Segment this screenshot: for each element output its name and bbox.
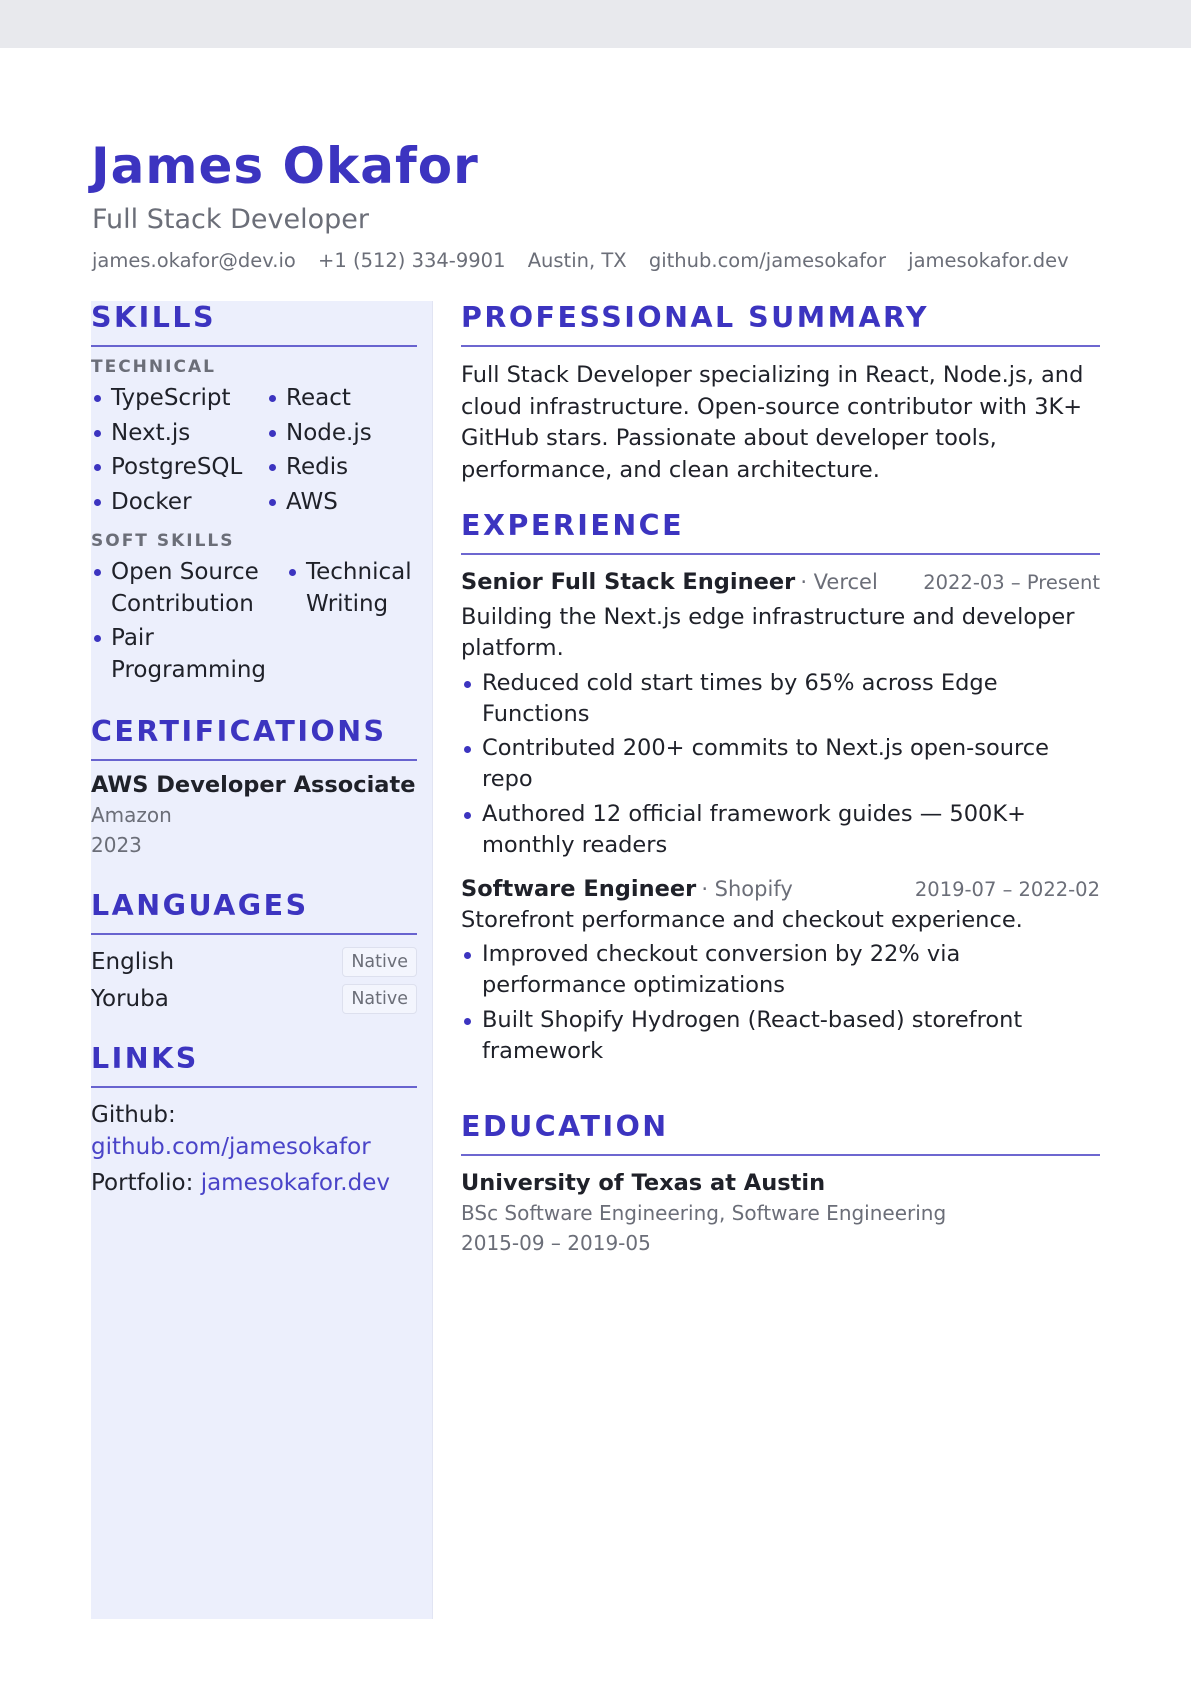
job-bullets	[461, 939, 1100, 1067]
link-item-github	[91, 1099, 417, 1163]
job-company: · Vercel	[800, 570, 878, 595]
education-section	[461, 1110, 1100, 1258]
technical-skills-list	[91, 382, 417, 520]
job-header	[461, 569, 1100, 595]
language-level-badge: Native	[342, 947, 417, 977]
certification-item	[91, 772, 417, 860]
skill-item: TypeScript	[91, 382, 266, 414]
language-name: English	[91, 948, 175, 975]
summary-text: Full Stack Developer specializing in React, Node.js, and cloud infrastructure. Open-source contributor with 3K+ GitHub stars. Passionate about developer tools, performance, and clean architecture.	[461, 362, 1084, 483]
job-title: Senior Full Stack Engineer	[461, 569, 796, 596]
job-dates: 2022-03 – Present	[923, 571, 1100, 595]
section-divider	[461, 553, 1100, 555]
certifications-section	[91, 715, 417, 860]
job-bullets	[461, 668, 1100, 861]
skill-item: React	[266, 382, 416, 414]
soft-skill-item: Open Source Contribution	[91, 556, 286, 620]
job-dates: 2019-07 – 2022-02	[914, 877, 1100, 901]
section-divider	[91, 345, 417, 347]
contact-website[interactable]: jamesokafor.dev	[908, 249, 1069, 272]
link-url-github[interactable]: github.com/jamesokafor	[91, 1134, 371, 1161]
technical-skills-label: TECHNICAL	[91, 357, 216, 377]
certification-name: AWS Developer Associate	[91, 772, 416, 799]
link-label: Portfolio:	[91, 1170, 194, 1197]
job-description: Storefront performance and checkout experience.	[461, 906, 1023, 933]
contact-line	[92, 249, 1085, 272]
job-title: Software Engineer	[461, 875, 697, 902]
education-heading: EDUCATION	[461, 1110, 669, 1143]
section-divider	[91, 933, 417, 935]
skills-section	[91, 301, 417, 347]
summary-heading: PROFESSIONAL SUMMARY	[461, 301, 930, 334]
links-section	[91, 1042, 417, 1199]
skill-item: Node.js	[266, 417, 416, 449]
education-entry	[461, 1170, 1100, 1258]
skill-item: AWS	[266, 486, 416, 518]
education-degree: BSc Software Engineering, Software Engineering	[461, 1201, 947, 1226]
section-divider	[91, 759, 417, 761]
soft-skills-label: SOFT SKILLS	[91, 531, 235, 551]
language-name: Yoruba	[91, 985, 169, 1012]
sidebar	[91, 301, 433, 1619]
certification-issuer: Amazon	[91, 803, 172, 828]
skill-item: Docker	[91, 486, 266, 518]
job-entry	[461, 876, 1100, 1067]
soft-skills-list	[91, 556, 421, 688]
languages-list	[91, 943, 417, 1017]
section-divider	[91, 1086, 417, 1088]
contact-github[interactable]: github.com/jamesokafor	[648, 249, 886, 272]
experience-heading: EXPERIENCE	[461, 509, 685, 542]
job-bullet: Reduced cold start times by 65% across Edge Functions	[461, 668, 1100, 730]
contact-email[interactable]: james.okafor@dev.io	[92, 249, 296, 272]
job-bullet: Improved checkout conversion by 22% via performance optimizations	[461, 939, 1100, 1001]
links-heading: LINKS	[91, 1042, 199, 1075]
job-entry	[461, 569, 1100, 861]
certifications-heading: CERTIFICATIONS	[91, 715, 387, 748]
languages-section	[91, 889, 417, 1017]
viewer-top-bar	[0, 0, 1191, 48]
job-description: Building the Next.js edge infrastructure and developer platform.	[461, 604, 1075, 662]
soft-skill-item: Pair Programming	[91, 622, 286, 686]
language-row	[91, 980, 417, 1017]
links-list	[91, 1099, 417, 1199]
languages-heading: LANGUAGES	[91, 889, 309, 922]
candidate-name: James Okafor	[91, 137, 479, 195]
candidate-role: Full Stack Developer	[92, 204, 369, 235]
job-bullet: Contributed 200+ commits to Next.js open-source repo	[461, 733, 1100, 795]
skills-heading: SKILLS	[91, 301, 217, 334]
education-dates: 2015-09 – 2019-05	[461, 1231, 651, 1256]
summary-section	[461, 301, 1100, 486]
soft-skill-item: Technical Writing	[286, 556, 421, 620]
job-bullet: Authored 12 official framework guides — 500K+ monthly readers	[461, 799, 1100, 861]
section-divider	[461, 345, 1100, 347]
education-school: University of Texas at Austin	[461, 1170, 826, 1197]
link-item-portfolio	[91, 1167, 417, 1199]
language-level-badge: Native	[342, 984, 417, 1014]
job-header	[461, 876, 1100, 902]
skill-item: PostgreSQL	[91, 451, 266, 483]
job-company: · Shopify	[701, 876, 793, 901]
experience-section	[461, 509, 1100, 1067]
certification-year: 2023	[91, 833, 142, 858]
skill-item: Redis	[266, 451, 416, 483]
job-bullet: Built Shopify Hydrogen (React-based) storefront framework	[461, 1005, 1100, 1067]
contact-phone: +1 (512) 334-9901	[318, 249, 506, 272]
section-divider	[461, 1154, 1100, 1156]
language-row	[91, 943, 417, 980]
link-label: Github:	[91, 1102, 176, 1129]
contact-location: Austin, TX	[527, 249, 627, 272]
skill-item: Next.js	[91, 417, 266, 449]
link-url-portfolio[interactable]: jamesokafor.dev	[200, 1170, 390, 1197]
